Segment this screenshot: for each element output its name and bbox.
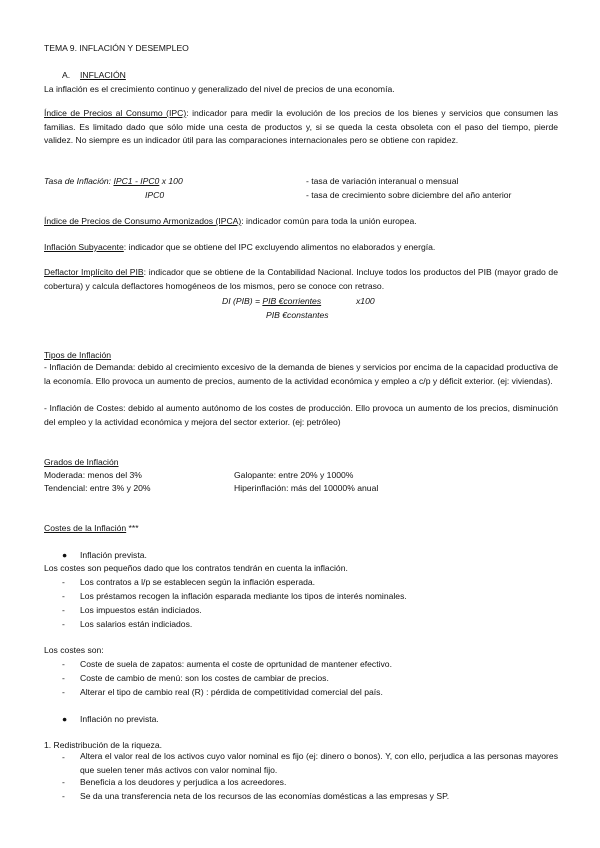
list-item: Beneficia a los deudores y perjudica a los acreedores. xyxy=(80,777,287,787)
tasa-times: x 100 xyxy=(159,176,183,186)
list-item: Los salarios están indiciados. xyxy=(80,619,193,629)
deflactor-formula-line xyxy=(222,296,321,307)
tipos-heading: Tipos de Inflación xyxy=(44,350,112,360)
grado-moderada: Moderada: menos del 3% xyxy=(44,470,142,480)
tipos-costes: - Inflación de Costes: debido al aumento autónomo de los costes de producción. Ello provoca un aumento de los precios, disminución del empleo y la actividad económica y mejora del sector exterior. (ej: petróleo) xyxy=(44,403,558,427)
list-item: Coste de suela de zapatos: aumenta el coste de oprtunidad de mantener efectivo. xyxy=(80,659,392,669)
redistribucion-heading: 1. Redistribución de la riqueza. xyxy=(44,740,162,750)
costes-heading: Costes de la Inflación xyxy=(44,523,127,533)
dash-icon: - xyxy=(62,591,65,601)
deflactor-text: : indicador que se obtiene de la Contabilidad Nacional. Incluye todos los productos del PIB (mayor grado de cobertura) y calcula deflactores homogéneos de los mismos, pero se conoce con retraso. xyxy=(44,267,558,291)
tasa-denominator: IPC0 xyxy=(145,190,165,200)
bullet-dot-icon: ● xyxy=(62,714,68,724)
prevista-label: Inflación prevista. xyxy=(80,550,147,560)
list-item: Coste de cambio de menú: son los costes de cambiar de precios. xyxy=(80,673,329,683)
dash-icon: - xyxy=(62,687,65,697)
list-item: Altera el valor real de los activos cuyo valor nominal es fijo (ej: dinero o bonos). Y, con ello, perjudica a las personas mayores que suelen tener más activos con valor nominal fijo. xyxy=(80,751,558,775)
ipca-paragraph xyxy=(44,216,417,227)
tasa-formula-line: Tasa de Inflación: IPC1 - IPC0 x 100 xyxy=(44,176,183,186)
dash-icon: - xyxy=(62,577,65,587)
ipca-term: Índice de Precios de Consumo Armonizados (IPCA) xyxy=(44,216,242,226)
costes-heading-line xyxy=(44,523,139,534)
tasa-note-1: - tasa de variación interanual o mensual xyxy=(306,176,459,186)
tipos-demanda: - Inflación de Demanda: debido al crecimiento excesivo de la demanda de bienes y servicios por encima de la capacidad productiva de la economía. Ello provoca un aumento de precios, aumento de la actividad económica y empleo a c/p y déficit exterior. (ej: viviendas). xyxy=(44,362,558,386)
dash-icon: - xyxy=(62,619,65,629)
list-item: Se da una transferencia neta de los recursos de las economías domésticas a las empresas y SP. xyxy=(80,791,450,801)
dash-icon: - xyxy=(62,752,65,762)
tasa-note-2: - tasa de crecimiento sobre diciembre del año anterior xyxy=(306,190,512,200)
grados-heading: Grados de Inflación xyxy=(44,457,119,467)
section-letter: A. xyxy=(62,70,71,80)
grado-hiperinflacion: Hiperinflación: más del 10000% anual xyxy=(234,483,379,493)
dash-icon: - xyxy=(62,777,65,787)
tasa-label: Tasa de Inflación xyxy=(44,176,109,186)
ipc-text: : indicador para medir la evolución de los precios de los bienes y servicios que consumen las familias. Es limitado dado que sólo mide una cesta de productos y, si se queda la cesta obsoleta con el paso del tiempo, pierde validez. No siempre es un indicador útil para las comparaciones internacionales pero se obtiene con rapidez. xyxy=(44,108,558,145)
grado-galopante: Galopante: entre 20% y 1000% xyxy=(234,470,354,480)
bullet-dot-icon: ● xyxy=(62,550,68,560)
section-heading: INFLACIÓN xyxy=(80,70,126,80)
list-item: Los contratos a l/p se establecen según la inflación esperada. xyxy=(80,577,316,587)
costes-pequenos: Los costes son pequeños dado que los contratos tendrán en cuenta la inflación. xyxy=(44,563,348,573)
costes-son: Los costes son: xyxy=(44,645,104,655)
ipca-text: : indicador común para toda la unión europea. xyxy=(241,216,417,226)
subyacente-paragraph xyxy=(44,242,435,253)
deflactor-formula-left: DI (PIB) = xyxy=(222,296,263,306)
subyacente-term: Inflación Subyacente xyxy=(44,242,124,252)
dash-icon: - xyxy=(62,791,65,801)
ipc-paragraph xyxy=(44,107,558,148)
grado-tendencial: Tendencial: entre 3% y 20% xyxy=(44,483,151,493)
dash-icon: - xyxy=(62,605,65,615)
deflactor-times: x100 xyxy=(356,296,375,306)
deflactor-paragraph xyxy=(44,266,558,293)
no-prevista-label: Inflación no prevista. xyxy=(80,714,159,724)
list-item: Los préstamos recogen la inflación esparada mediante los tipos de interés nominales. xyxy=(80,591,407,601)
deflactor-denominator: PIB €constantes xyxy=(266,310,329,320)
dash-icon: - xyxy=(62,673,65,683)
document-title: TEMA 9. INFLACIÓN Y DESEMPLEO xyxy=(44,43,189,53)
dash-icon: - xyxy=(62,659,65,669)
costes-stars: *** xyxy=(126,523,139,533)
list-item: Alterar el tipo de cambio real (R) : pérdida de competitividad comercial del país. xyxy=(80,687,383,697)
subyacente-text: : indicador que se obtiene del IPC excluyendo alimentos no elaborados y energía. xyxy=(123,242,436,252)
ipc-term: Índice de Precios al Consumo (IPC) xyxy=(44,108,187,118)
list-item: Los impuestos están indiciados. xyxy=(80,605,202,615)
tasa-numerator: IPC1 - IPC0 xyxy=(113,176,160,186)
deflactor-term: Deflactor Implícito del PIB xyxy=(44,267,144,277)
deflactor-numerator: PIB €corrientes xyxy=(262,296,322,306)
intro-paragraph: La inflación es el crecimiento continuo y generalizado del nivel de precios de una economía. xyxy=(44,84,395,94)
